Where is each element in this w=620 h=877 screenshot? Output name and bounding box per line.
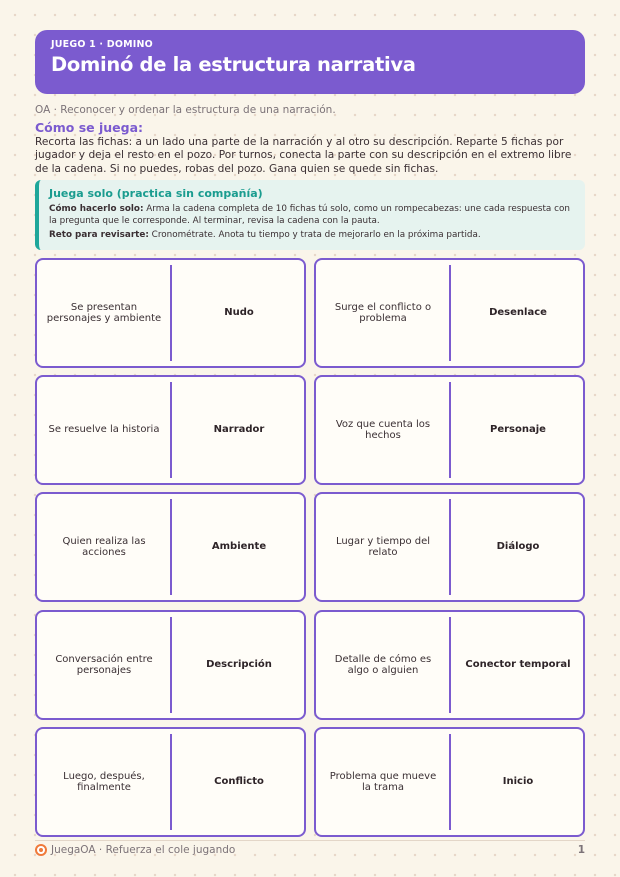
tile-term: Descripción [206,659,272,671]
tile-term: Nudo [224,307,254,319]
solo-challenge-label: Reto para revisarte: [49,230,149,240]
tile-term: Inicio [502,776,534,788]
domino-tile [314,492,585,602]
domino-tile [35,375,306,485]
solo-play-box [35,180,585,250]
how-to-play-title: Cómo se juega: [35,120,144,135]
solo-how-text: Arma la cadena completa de 10 fichas tú solo, como un rompecabezas: une cada respuesta con la pregunta que le corresponde. Al terminar, revisa la cadena con la pauta. [49,204,570,226]
page-number: 1 [577,844,585,856]
domino-tile [35,727,306,837]
domino-tile [35,610,306,720]
tile-description: Surge el conflicto o problema [334,301,432,324]
tile-term: Ambiente [211,541,267,553]
page-title: Dominó de la estructura narrativa [51,53,416,76]
domino-tile [314,610,585,720]
solo-challenge-line [49,229,575,241]
tile-term: Narrador [213,424,265,436]
tile-term: Conector temporal [465,659,571,671]
tile-description: Detalle de cómo es algo o alguien [334,653,432,676]
how-to-play-text: Recorta las fichas: a un lado una parte de la narración y al otro su descripción. Reparte 5 fichas por jugador y deja el resto en el pozo. Por turnos, conecta la parte con su descripción en el extremo libre de la cadena. Si no puedes, robas del pozo. Gana quien se quede sin fichas. [35,136,572,175]
solo-play-title: Juega solo (practica sin compañía) [49,187,263,200]
game-header [35,30,585,94]
tile-description: Voz que cuenta los hechos [335,418,431,441]
domino-tile [314,258,585,368]
footer-divider [35,840,585,841]
tile-term: Personaje [490,424,546,436]
tile-description: Conversación entre personajes [55,653,153,676]
solo-how-line [49,203,575,227]
solo-challenge-text: Cronométrate. Anota tu tiempo y trata de mejorarlo en la próxima partida. [148,230,481,240]
tile-description: Se presentan personajes y ambiente [46,301,162,324]
footer-brand: JuegaOA · Refuerza el cole jugando [51,844,236,856]
tile-term: Desenlace [489,307,547,319]
tile-description: Se resuelve la historia [48,424,160,436]
solo-how-label: Cómo hacerlo solo: [49,204,144,214]
tile-description: Problema que mueve la trama [329,770,437,793]
domino-tile [35,258,306,368]
tile-description: Lugar y tiempo del relato [335,535,431,558]
tile-term: Conflicto [214,776,264,788]
domino-tile [35,492,306,602]
tile-description: Quien realiza las acciones [62,535,146,558]
domino-tile [314,727,585,837]
domino-tile [314,375,585,485]
learning-objective: OA · Reconocer y ordenar la estructura de una narración. [35,104,336,116]
tile-term: Diálogo [496,541,540,553]
brand-logo-icon [35,844,47,856]
game-kicker: JUEGO 1 · DOMINO [51,39,153,50]
tile-description: Luego, después, finalmente [63,770,145,793]
